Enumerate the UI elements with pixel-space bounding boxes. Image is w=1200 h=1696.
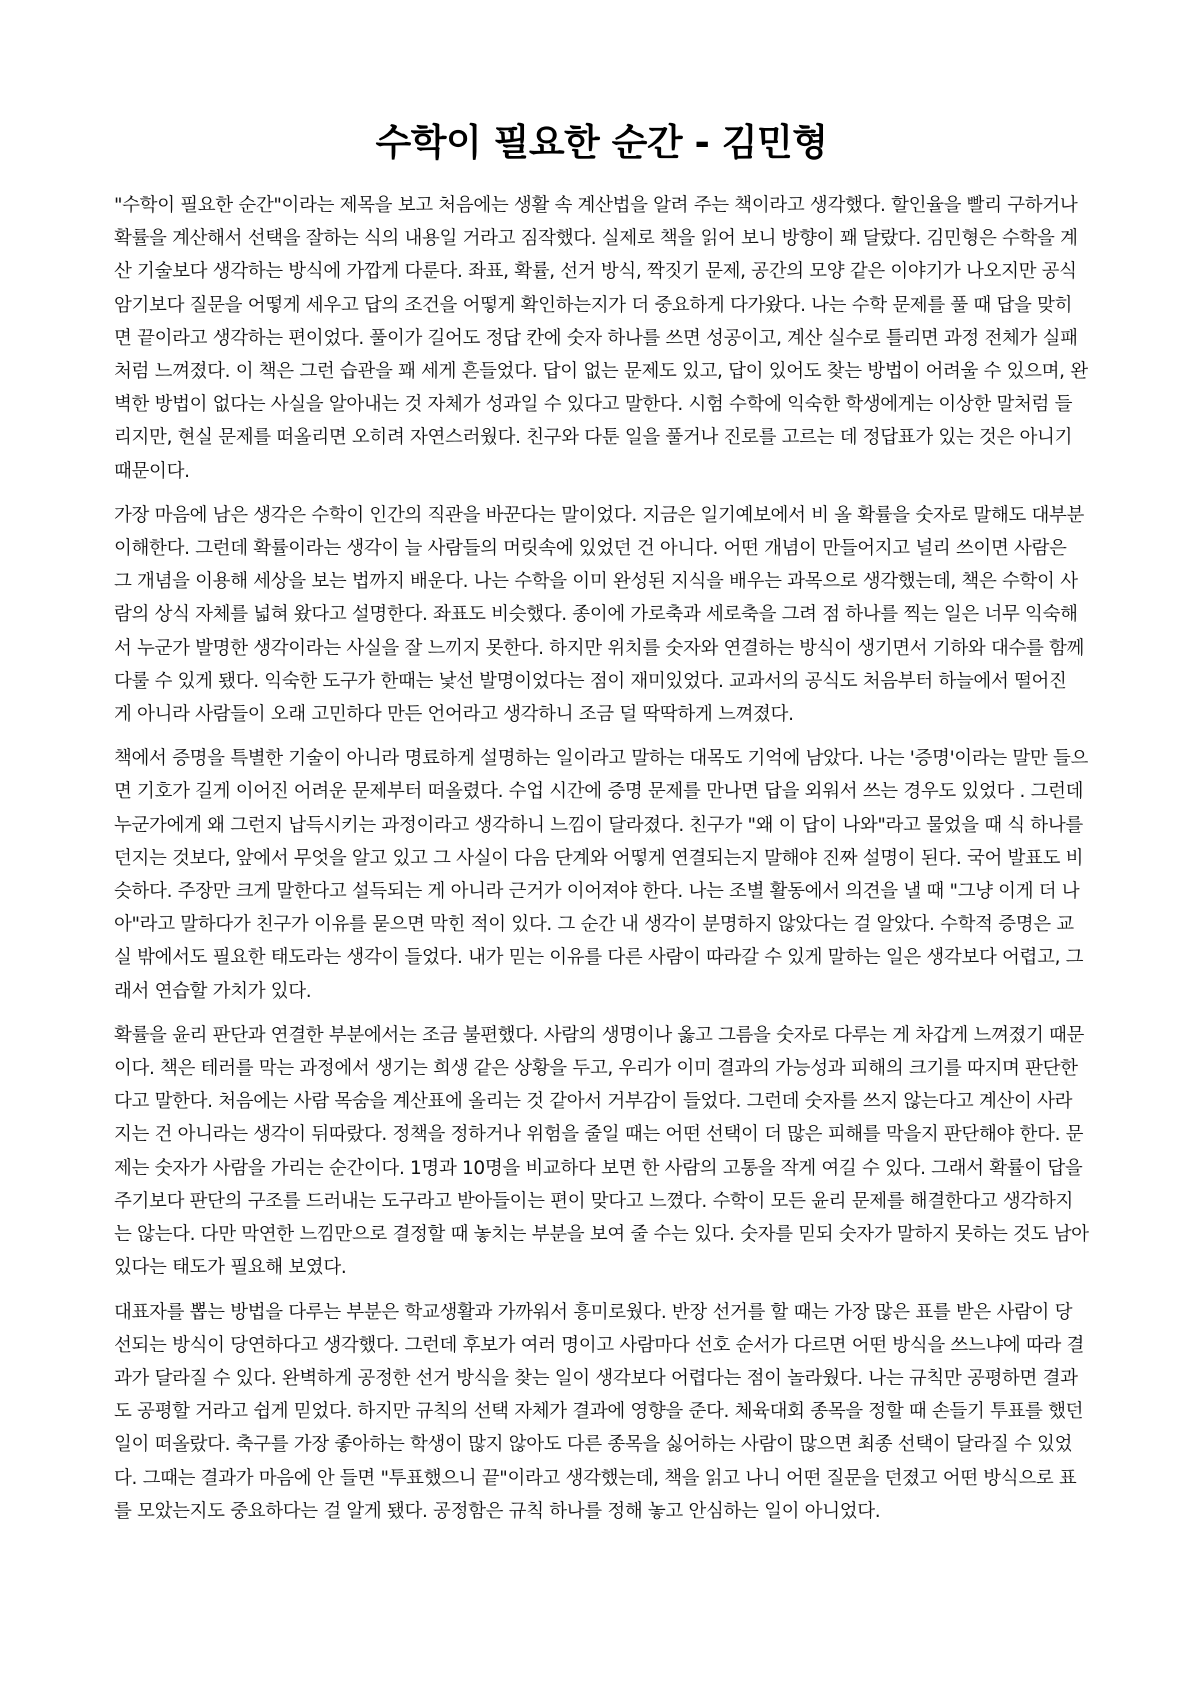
document-title: 수학이 필요한 순간 - 김민형	[375, 121, 828, 164]
paragraph-4: 확률을 윤리 판단과 연결한 부분에서는 조금 불편했다. 사람의 생명이나 옳고 그름을 숫자로 다루는 게 차갑게 느껴졌기 때문이다. 책은 테러를 막는 과정에서 생기는 희생 같은 상황을 두고, 우리가 이미 결과의 가능성과 피해의 크기를 따지며 판단한다고 말한다. 처음에는 사람 목숨을 계산표에 올리는 것 같아서 거부감이 들었다. 그런데 숫자를 쓰지 않는다고 계산이 사라지는 건 아니라는 생각이 뒤따랐다. 정책을 정하거나 위험을 줄일 때는 어떤 선택이 더 많은 피해를 막을지 판단해야 한다. 문제는 숫자가 사람을 가리는 순간이다. 1명과 10명을 비교하다 보면 한 사람의 고통을 작게 여길 수 있다. 그래서 확률이 답을 주기보다 판단의 구조를 드러내는 도구라고 받아들이는 편이 맞다고 느꼈다. 수학이 모든 윤리 문제를 해결한다고 생각하지는 않는다. 다만 막연한 느낌만으로 결정할 때 놓치는 부분을 보여 줄 수는 있다. 숫자를 믿되 숫자가 말하지 못하는 것도 남아 있다는 태도가 필요해 보였다.	[114, 1024, 1089, 1279]
paragraph-2: 가장 마음에 남은 생각은 수학이 인간의 직관을 바꾼다는 말이었다. 지금은 일기예보에서 비 올 확률을 숫자로 말해도 대부분 이해한다. 그런데 확률이라는 생각이 늘 사람들의 머릿속에 있었던 건 아니다. 어떤 개념이 만들어지고 널리 쓰이면 사람은 그 개념을 이용해 세상을 보는 법까지 배운다. 나는 수학을 이미 완성된 지식을 배우는 과목으로 생각했는데, 책은 수학이 사람의 상식 자체를 넓혀 왔다고 설명한다. 좌표도 비슷했다. 종이에 가로축과 세로축을 그려 점 하나를 찍는 일은 너무 익숙해서 누군가 발명한 생각이라는 사실을 잘 느끼지 못한다. 하지만 위치를 숫자와 연결하는 방식이 생기면서 기하와 대수를 함께 다룰 수 있게 됐다. 익숙한 도구가 한때는 낯선 발명이었다는 점이 재미있었다. 교과서의 공식도 처음부터 하늘에서 떨어진 게 아니라 사람들이 오래 고민하다 만든 언어라고 생각하니 조금 덜 딱딱하게 느껴졌다.	[114, 504, 1085, 726]
paragraph-5: 대표자를 뽑는 방법을 다루는 부분은 학교생활과 가까워서 흥미로웠다. 반장 선거를 할 때는 가장 많은 표를 받은 사람이 당선되는 방식이 당연하다고 생각했다. 그런데 후보가 여러 명이고 사람마다 선호 순서가 다르면 어떤 방식을 쓰느냐에 따라 결과가 달라질 수 있다. 완벽하게 공정한 선거 방식을 찾는 일이 생각보다 어렵다는 점이 놀라웠다. 나는 규칙만 공평하면 결과도 공평할 거라고 쉽게 믿었다. 하지만 규칙의 선택 자체가 결과에 영향을 준다. 체육대회 종목을 정할 때 손들기 투표를 했던 일이 떠올랐다. 축구를 가장 좋아하는 학생이 많지 않아도 다른 종목을 싫어하는 사람이 많으면 최종 선택이 달라질 수 있었다. 그때는 결과가 마음에 안 들면 "투표했으니 끝"이라고 생각했는데, 책을 읽고 나니 어떤 질문을 던졌고 어떤 방식으로 표를 모았는지도 중요하다는 걸 알게 됐다. 공정함은 규칙 하나를 정해 놓고 안심하는 일이 아니었다.	[114, 1301, 1085, 1522]
paragraph-3: 책에서 증명을 특별한 기술이 아니라 명료하게 설명하는 일이라고 말하는 대목도 기억에 남았다. 나는 '증명'이라는 말만 들으면 기호가 길게 이어진 어려운 문제부터 떠올렸다. 수업 시간에 증명 문제를 만나면 답을 외워서 쓰는 경우도 있었다 . 그런데 누군가에게 왜 그런지 납득시키는 과정이라고 생각하니 느낌이 달라졌다. 친구가 "왜 이 답이 나와"라고 물었을 때 식 하나를 던지는 것보다, 앞에서 무엇을 알고 있고 그 사실이 다음 단계와 어떻게 연결되는지 말해야 진짜 설명이 된다. 국어 발표도 비슷하다. 주장만 크게 말한다고 설득되는 게 아니라 근거가 이어져야 한다. 나는 조별 활동에서 의견을 낼 때 "그냥 이게 더 나아"라고 말하다가 친구가 이유를 묻으면 막힌 적이 있다. 그 순간 내 생각이 분명하지 않았다는 걸 알았다. 수학적 증명은 교실 밖에서도 필요한 태도라는 생각이 들었다. 내가 믿는 이유를 다른 사람이 따라갈 수 있게 말하는 일은 생각보다 어렵고, 그래서 연습할 가치가 있다.	[114, 748, 1089, 1002]
document-body	[114, 189, 1089, 1528]
paragraph-1: "수학이 필요한 순간"이라는 제목을 보고 처음에는 생활 속 계산법을 알려 주는 책이라고 생각했다. 할인율을 빨리 구하거나 확률을 계산해서 선택을 잘하는 식의 내용일 거라고 짐작했다. 실제로 책을 읽어 보니 방향이 꽤 달랐다. 김민형은 수학을 계산 기술보다 생각하는 방식에 가깝게 다룬다. 좌표, 확률, 선거 방식, 짝짓기 문제, 공간의 모양 같은 이야기가 나오지만 공식 암기보다 질문을 어떻게 세우고 답의 조건을 어떻게 확인하는지가 더 중요하게 다가왔다. 나는 수학 문제를 풀 때 답을 맞히면 끝이라고 생각하는 편이었다. 풀이가 길어도 정답 칸에 숫자 하나를 쓰면 성공이고, 계산 실수로 틀리면 과정 전체가 실패처럼 느껴졌다. 이 책은 그런 습관을 꽤 세게 흔들었다. 답이 없는 문제도 있고, 답이 있어도 찾는 방법이 어려울 수 있으며, 완벽한 방법이 없다는 사실을 알아내는 것 자체가 성과일 수 있다고 말한다. 시험 수학에 익숙한 학생에게는 이상한 말처럼 들리지만, 현실 문제를 떠올리면 오히려 자연스러웠다. 친구와 다툰 일을 풀거나 진로를 고르는 데 정답표가 있는 것은 아니기 때문이다.	[114, 195, 1088, 482]
